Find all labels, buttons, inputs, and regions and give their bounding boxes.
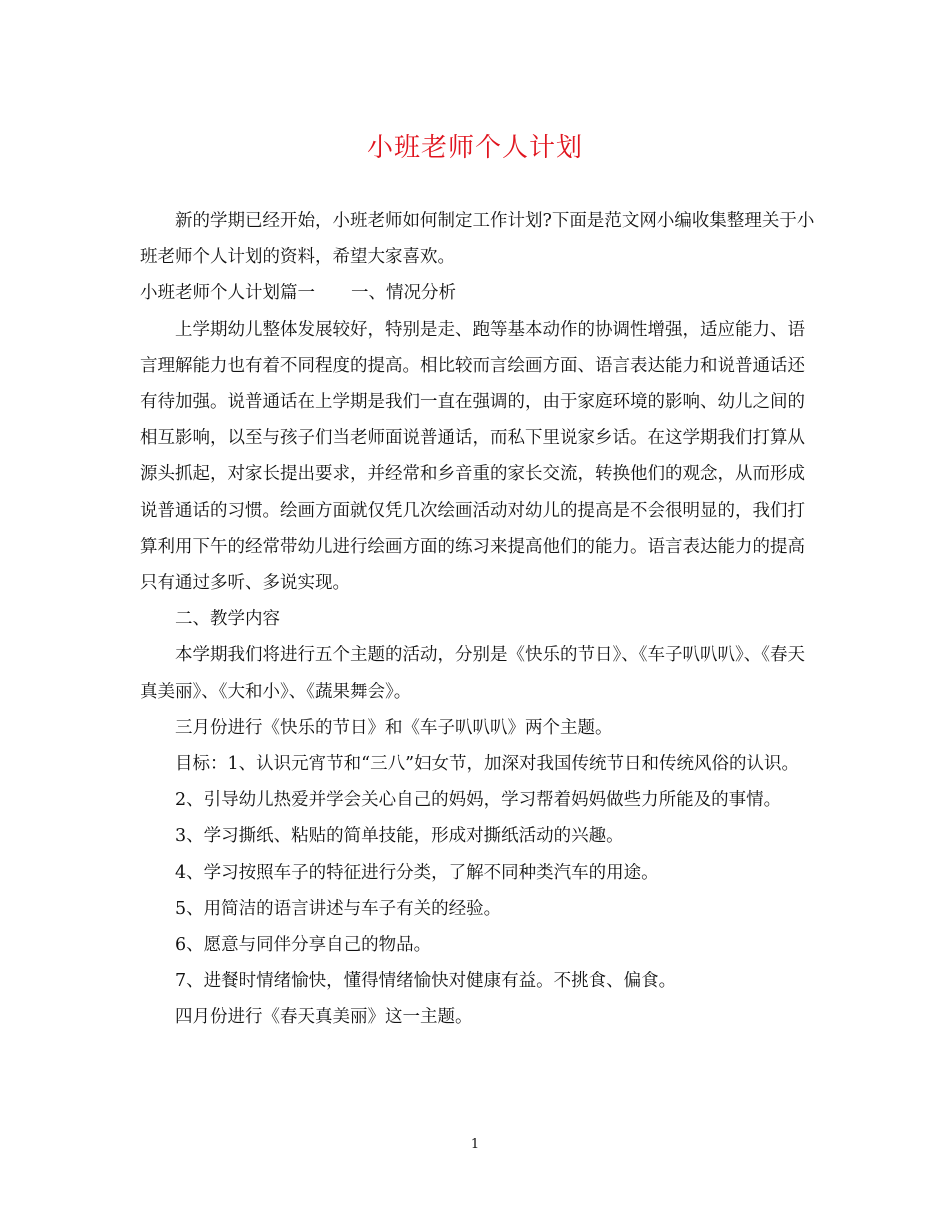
- section-heading-situation: 一、情况分析: [351, 283, 456, 304]
- page-number: 1: [470, 1137, 480, 1152]
- april-paragraph: 四月份进行《春天真美丽》这一主题。: [175, 1007, 473, 1028]
- goal-item: 4、学习按照车子的特征进行分类，了解不同种类汽车的用途。: [175, 862, 659, 883]
- teaching-content-paragraph: 本学期我们将进行五个主题的活动，分别是《快乐的节日》、《车子叭叭叭》、《春天真美丽》、《大和小》、《蔬果舞会》。: [140, 645, 805, 702]
- goal-item: 3、学习撕纸、粘贴的简单技能，形成对撕纸活动的兴趣。: [175, 826, 624, 847]
- goal-item: 2、引导幼儿热爱并学会关心自己的妈妈，学习帮着妈妈做些力所能及的事情。: [175, 790, 782, 811]
- section-label: 小班老师个人计划篇一: [140, 283, 315, 304]
- intro-paragraph: 新的学期已经开始，小班老师如何制定工作计划?下面是范文网小编收集整理关于小班老师个人计划的资料，希望大家喜欢。: [140, 211, 815, 268]
- goal-item: 7、进餐时情绪愉快，懂得情绪愉快对健康有益。不挑食、偏食。: [175, 971, 677, 992]
- goal-item: 5、用简洁的语言讲述与车子有关的经验。: [175, 898, 502, 919]
- goal-item: 6、愿意与同伴分享自己的物品。: [175, 935, 432, 956]
- section-heading-line: [140, 275, 815, 311]
- document-title: 小班老师个人计划: [366, 133, 583, 163]
- march-paragraph: 三月份进行《快乐的节日》和《车子叭叭叭》两个主题。: [175, 717, 613, 738]
- document-body: [140, 203, 815, 1036]
- goal-item: 目标：1、认识元宵节和“三八”妇女节，加深对我国传统节日和传统风俗的认识。: [175, 754, 800, 775]
- analysis-paragraph: 上学期幼儿整体发展较好，特别是走、跑等基本动作的协调性增强，适应能力、语言理解能力也有着不同程度的提高。相比较而言绘画方面、语言表达能力和说普通话还有待加强。说普通话在上学期是我们一直在强调的，由于家庭环境的影响、幼儿之间的相互影响，以至与孩子们当老师面说普通话，而私下里说家乡话。在这学期我们打算从源头抓起，对家长提出要求，并经常和乡音重的家长交流，转换他们的观念，从而形成说普通话的习惯。绘画方面就仅凭几次绘画活动对幼儿的提高是不会很明显的，我们打算利用下午的经常带幼儿进行绘画方面的练习来提高他们的能力。语言表达能力的提高只有通过多听、多说实现。: [140, 319, 805, 594]
- section-heading-teaching: 二、教学内容: [175, 609, 280, 630]
